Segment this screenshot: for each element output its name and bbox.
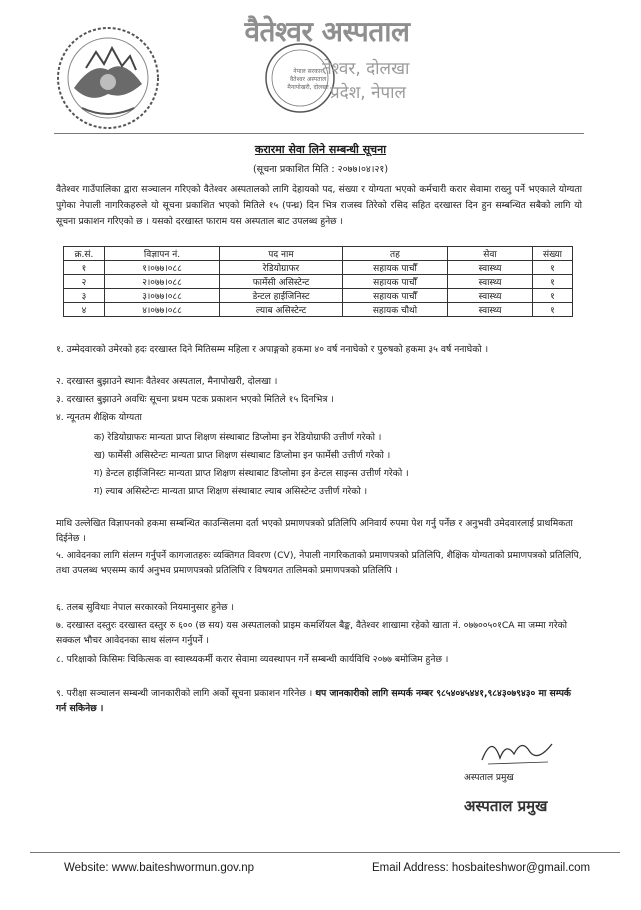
col-header-sn: क्र.सं. [64, 247, 105, 261]
address-line-2: प्रदेश, नेपाल [330, 83, 407, 103]
qualification-radiographer: क) रेडियोग्राफरः मान्यता प्राप्त शिक्षण संस्थाबाट डिप्लोमा इन रेडियोग्राफी उत्तीर्ण गरेको । [94, 432, 382, 443]
cell-count: १ [533, 303, 573, 317]
table-row [64, 289, 573, 303]
condition-required-documents: ५. आवेदनका लागि संलग्न गर्नुपर्ने कागजातहरुः व्यक्तिगत विवरण (CV), नेपाली नागरिकताको प्रमाणपत्रको प्रतिलिपि, शैक्षिक योग्यताको प्रमाणपत्रको प्रतिलिपि, तथा उपलब्ध भएसम्म कार्य अनुभव प्रमाणपत्रको प्रतिलिपि र विषयगत तालिमको प्रमाणपत्रको प्रतिलिपि । [56, 550, 582, 576]
cell-post: फार्मेसी असिस्टेन्ट [220, 275, 343, 289]
hospital-name: वैतेश्वर अस्पताल [244, 15, 410, 48]
qualification-lab-assistant: ग) ल्याब असिस्टेन्टः मान्यता प्राप्त शिक्षण संस्थाबाट ल्याब असिस्टेन्ट उत्तीर्ण गरेको । [94, 486, 368, 497]
signature-label: अस्पताल प्रमुख [464, 773, 514, 783]
col-header-count: संख्या [533, 247, 573, 261]
nepal-government-emblem-icon [52, 22, 164, 134]
cell-service: स्वास्थ्य [448, 261, 533, 275]
condition-exam-info [56, 686, 584, 716]
cell-level: सहायक पाचौँ [343, 289, 448, 303]
publication-date: (सूचना प्रकाशित मिति : २०७७।०४।२१) [252, 164, 389, 175]
condition-age-limit: १. उम्मेदवारको उमेरको हदः दरखास्त दिने मितिसम्म महिला र अपाङ्गको हकमा ४० वर्ष ननाघेको र पुरुषको हकमा ३५ वर्ष ननाघेको । [56, 344, 489, 355]
cell-level: सहायक पाचौँ [343, 261, 448, 275]
condition-submission-period: ३. दरखास्त बुझाउने अवधिः सूचना प्रथम पटक प्रकाशन भएको मितिले १५ दिनभित्र । [56, 394, 334, 405]
cell-post: रेडियोग्राफर [220, 261, 343, 275]
footer-website[interactable]: Website: www.baiteshwormun.gov.np [64, 862, 255, 874]
footer-email[interactable]: Email Address: hosbaiteshwor@gmail.com [372, 862, 591, 874]
vacancy-table [63, 246, 573, 317]
cell-advert-no: २।०७७।०८८ [105, 275, 220, 289]
col-header-post: पद नाम [220, 247, 343, 261]
contact-number-text: थप जानकारीको लागि सम्पर्क नम्बर ९८५४०४५४४१,९८४३०७९४३० मा सम्पर्क गर्न सकिनेछ । [56, 688, 571, 714]
cell-count: १ [533, 275, 573, 289]
cell-sn: १ [64, 261, 105, 275]
cell-advert-no: ४।०७७।०८८ [105, 303, 220, 317]
notice-intro: वैतेश्वर गाउँपालिका द्वारा सञ्चालन गरिएको वैतेश्वर अस्पतालको लागि देहायको पद, संख्या र योग्यता भएको कर्मचारी करार सेवामा राख्नु पर्ने भएकाले योग्यता पुगेका नेपाली नागरिकहरुले यो सूचना प्रकाशित भएको मितिले १५ (पन्ध्र) दिन भित्र राजस्व तिरेको रसिद सहित दरखास्त दिन हुन सम्बन्धित सबैको लागि यो सूचना प्रकाशन गरिएको छ । यसको दरखास्त फाराम यस अस्पताल बाट उपलब्ध हुनेछ । [56, 184, 582, 227]
condition-exam-type: ८. परिक्षाको किसिमः चिकित्सक वा स्वास्थ्यकर्मी करार सेवामा व्यवस्थापन गर्ने सम्बन्धी कार्यविधि २०७७ बमोजिम हुनेछ । [56, 654, 449, 665]
col-header-service: सेवा [448, 247, 533, 261]
cell-service: स्वास्थ्य [448, 303, 533, 317]
condition-submission-place: २. दरखास्त बुझाउने स्थानः वैतेश्वर अस्पताल, मैनापोखरी, दोलखा । [56, 376, 278, 387]
cell-service: स्वास्थ्य [448, 275, 533, 289]
qualification-dental-hygienist: ग) डेन्टल हाईजिनिस्टः मान्यता प्राप्त शिक्षण संस्थाबाट डिप्लोमा इन डेन्टल साइन्स उत्तीर्ण गरेको । [94, 468, 409, 479]
signatory-title: अस्पताल प्रमुख [464, 797, 548, 815]
cell-count: १ [533, 261, 573, 275]
table-row [64, 303, 573, 317]
qualification-pharmacy-assistant: ख) फार्मेसी असिस्टेन्टः मान्यता प्राप्त शिक्षण संस्थाबाट डिप्लोमा इन फार्मेसी उत्तीर्ण गरेको । [94, 450, 391, 461]
condition-application-fee: ७. दरखास्त दस्तुरः दरखास्त दस्तुर रु ६०० (छ सय) यस अस्पतालको प्राइम कमर्शियल बैङ्क, वैतेश्वर शाखामा रहेको खाता नं. ०७७००५०१CA मा जम्मा गरेको सक्कल भौचर आवेदनका साथ संलग्न गर्नुपर्ने । [56, 620, 568, 646]
table-row [64, 275, 573, 289]
cell-advert-no: १।०७७।०८८ [105, 261, 220, 275]
cell-count: १ [533, 289, 573, 303]
stamp-text: नेपाल सरकार वैतेश्वर अस्पताल मैनापोखरी, दोलखा [287, 68, 329, 91]
cell-service: स्वास्थ्य [448, 289, 533, 303]
cell-level: सहायक चौथो [343, 303, 448, 317]
notice-title: करारमा सेवा लिने सम्बन्धी सूचना [254, 143, 387, 156]
council-registration-note: माथि उल्लेखित विज्ञापनको हकमा सम्बन्धित काउन्सिलमा दर्ता भएको प्रमाणपत्रको प्रतिलिपि अनिवार्य रुपमा पेश गर्नु पर्नेछ र अनुभवी उमेदवारलाई प्राथमिकता दिईनेछ । [56, 518, 573, 544]
signature-scribble [478, 732, 558, 768]
cell-post: डेन्टल हाईजिनिस्ट [220, 289, 343, 303]
table-header-row [64, 247, 573, 261]
cell-sn: २ [64, 275, 105, 289]
address-line-1: तेश्वर, दोलखा [322, 59, 410, 79]
cell-advert-no: ३।०७७।०८८ [105, 289, 220, 303]
cell-sn: ४ [64, 303, 105, 317]
condition-qualification-heading: ४. न्यूनतम शैक्षिक योग्यता [56, 412, 142, 423]
exam-info-text: ९. परीक्षा सञ्चालन सम्बन्धी जानकारीको लागि अर्को सूचना प्रकाशन गरिनेछ । [56, 688, 313, 699]
col-header-level: तह [343, 247, 448, 261]
header-divider [54, 133, 584, 134]
condition-salary: ६. तलब सुविधाः नेपाल सरकारको नियमानुसार हुनेछ । [56, 602, 234, 613]
footer-divider [30, 852, 620, 853]
cell-sn: ३ [64, 289, 105, 303]
cell-level: सहायक पाचौँ [343, 275, 448, 289]
col-header-advert-no: विज्ञापन नं. [105, 247, 220, 261]
cell-post: ल्याब असिस्टेन्ट [220, 303, 343, 317]
table-row [64, 261, 573, 275]
